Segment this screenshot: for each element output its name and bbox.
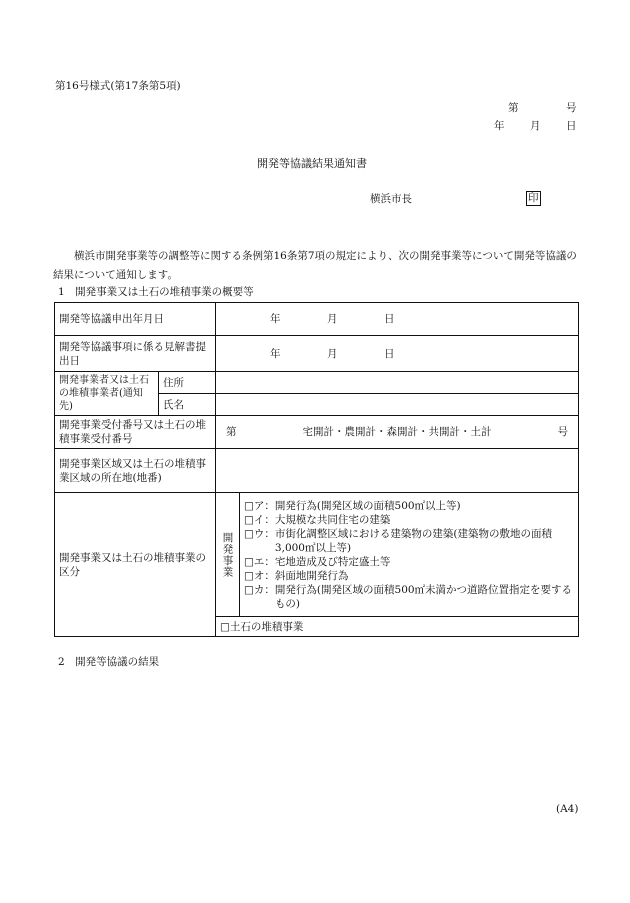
option-a[interactable]: □ア： 開発行為(開発区域の面積500㎡以上等) — [244, 499, 461, 512]
reception-suffix: 号 — [557, 426, 568, 438]
dev-options — [240, 493, 579, 617]
app-year: 年 — [270, 313, 281, 325]
reception-number-value[interactable] — [216, 416, 579, 449]
seal-mark: 印 — [528, 192, 539, 204]
option-u[interactable]: □ウ： 市街化調整区域における建築物の建築(建築物の敷地の面積3,000㎡以上等) — [244, 527, 553, 554]
date-year: 年 — [494, 120, 505, 132]
intro-paragraph: 横浜市開発事業等の調整等に関する条例第16条第7項の規定により、次の開発事業等について開発等協議の結果について通知します。 — [53, 250, 577, 281]
op-month: 月 — [327, 347, 338, 360]
dev-vertical-label: 開発事業 — [216, 493, 240, 617]
form-number: 第16号様式(第17条第5項) — [55, 80, 181, 92]
option-i[interactable]: □イ： 大規模な共同住宅の建築 — [244, 513, 391, 526]
name-value[interactable] — [216, 394, 579, 416]
application-date-label: 開発等協議申出年月日 — [55, 303, 216, 336]
opinion-date-label: 開発等協議事項に係る見解書提出日 — [55, 336, 216, 372]
reception-number-label: 開発事業受付番号又は土石の堆積事業受付番号 — [55, 416, 216, 449]
app-month: 月 — [327, 313, 338, 325]
op-year: 年 — [270, 347, 281, 360]
date-month: 月 — [530, 120, 541, 132]
operator-label: 開発事業者又は土石の堆積事業者(通知先) — [55, 372, 159, 416]
paper-size: (A4) — [556, 803, 579, 815]
section-2-title: 2 開発等協議の結果 — [58, 656, 160, 668]
sender-name: 横浜市長 — [370, 193, 412, 205]
location-value[interactable] — [216, 449, 579, 493]
option-o[interactable]: □オ： 斜面地開発行為 — [244, 569, 349, 582]
name-label: 氏名 — [159, 394, 216, 416]
number-suffix: 号 — [566, 102, 577, 114]
option-e[interactable]: □エ： 宅地造成及び特定盛土等 — [244, 555, 391, 568]
section-1-title: 1 開発事業又は土石の堆積事業の概要等 — [58, 286, 254, 298]
reception-types: 宅開計・農開計・森開計・共開計・土計 — [302, 426, 492, 438]
reception-prefix: 第 — [226, 426, 237, 438]
number-prefix: 第 — [508, 102, 519, 114]
document-title: 開発等協議結果通知書 — [257, 157, 367, 170]
app-day: 日 — [384, 313, 395, 325]
date-day: 日 — [566, 120, 577, 132]
option-ka[interactable]: □カ： 開発行為(開発区域の面積500㎡未満かつ道路位置指定を要するもの) — [244, 583, 573, 610]
overview-table — [54, 302, 579, 637]
application-date-value[interactable] — [216, 303, 579, 336]
category-label: 開発事業又は土石の堆積事業の区分 — [55, 493, 216, 637]
soil-option[interactable]: □土石の堆積事業 — [216, 617, 579, 637]
opinion-date-value[interactable] — [216, 336, 579, 372]
location-label: 開発事業区域又は土石の堆積事業区域の所在地(地番) — [55, 449, 216, 493]
address-label: 住所 — [159, 372, 216, 394]
address-value[interactable] — [216, 372, 579, 394]
op-day: 日 — [384, 347, 395, 360]
